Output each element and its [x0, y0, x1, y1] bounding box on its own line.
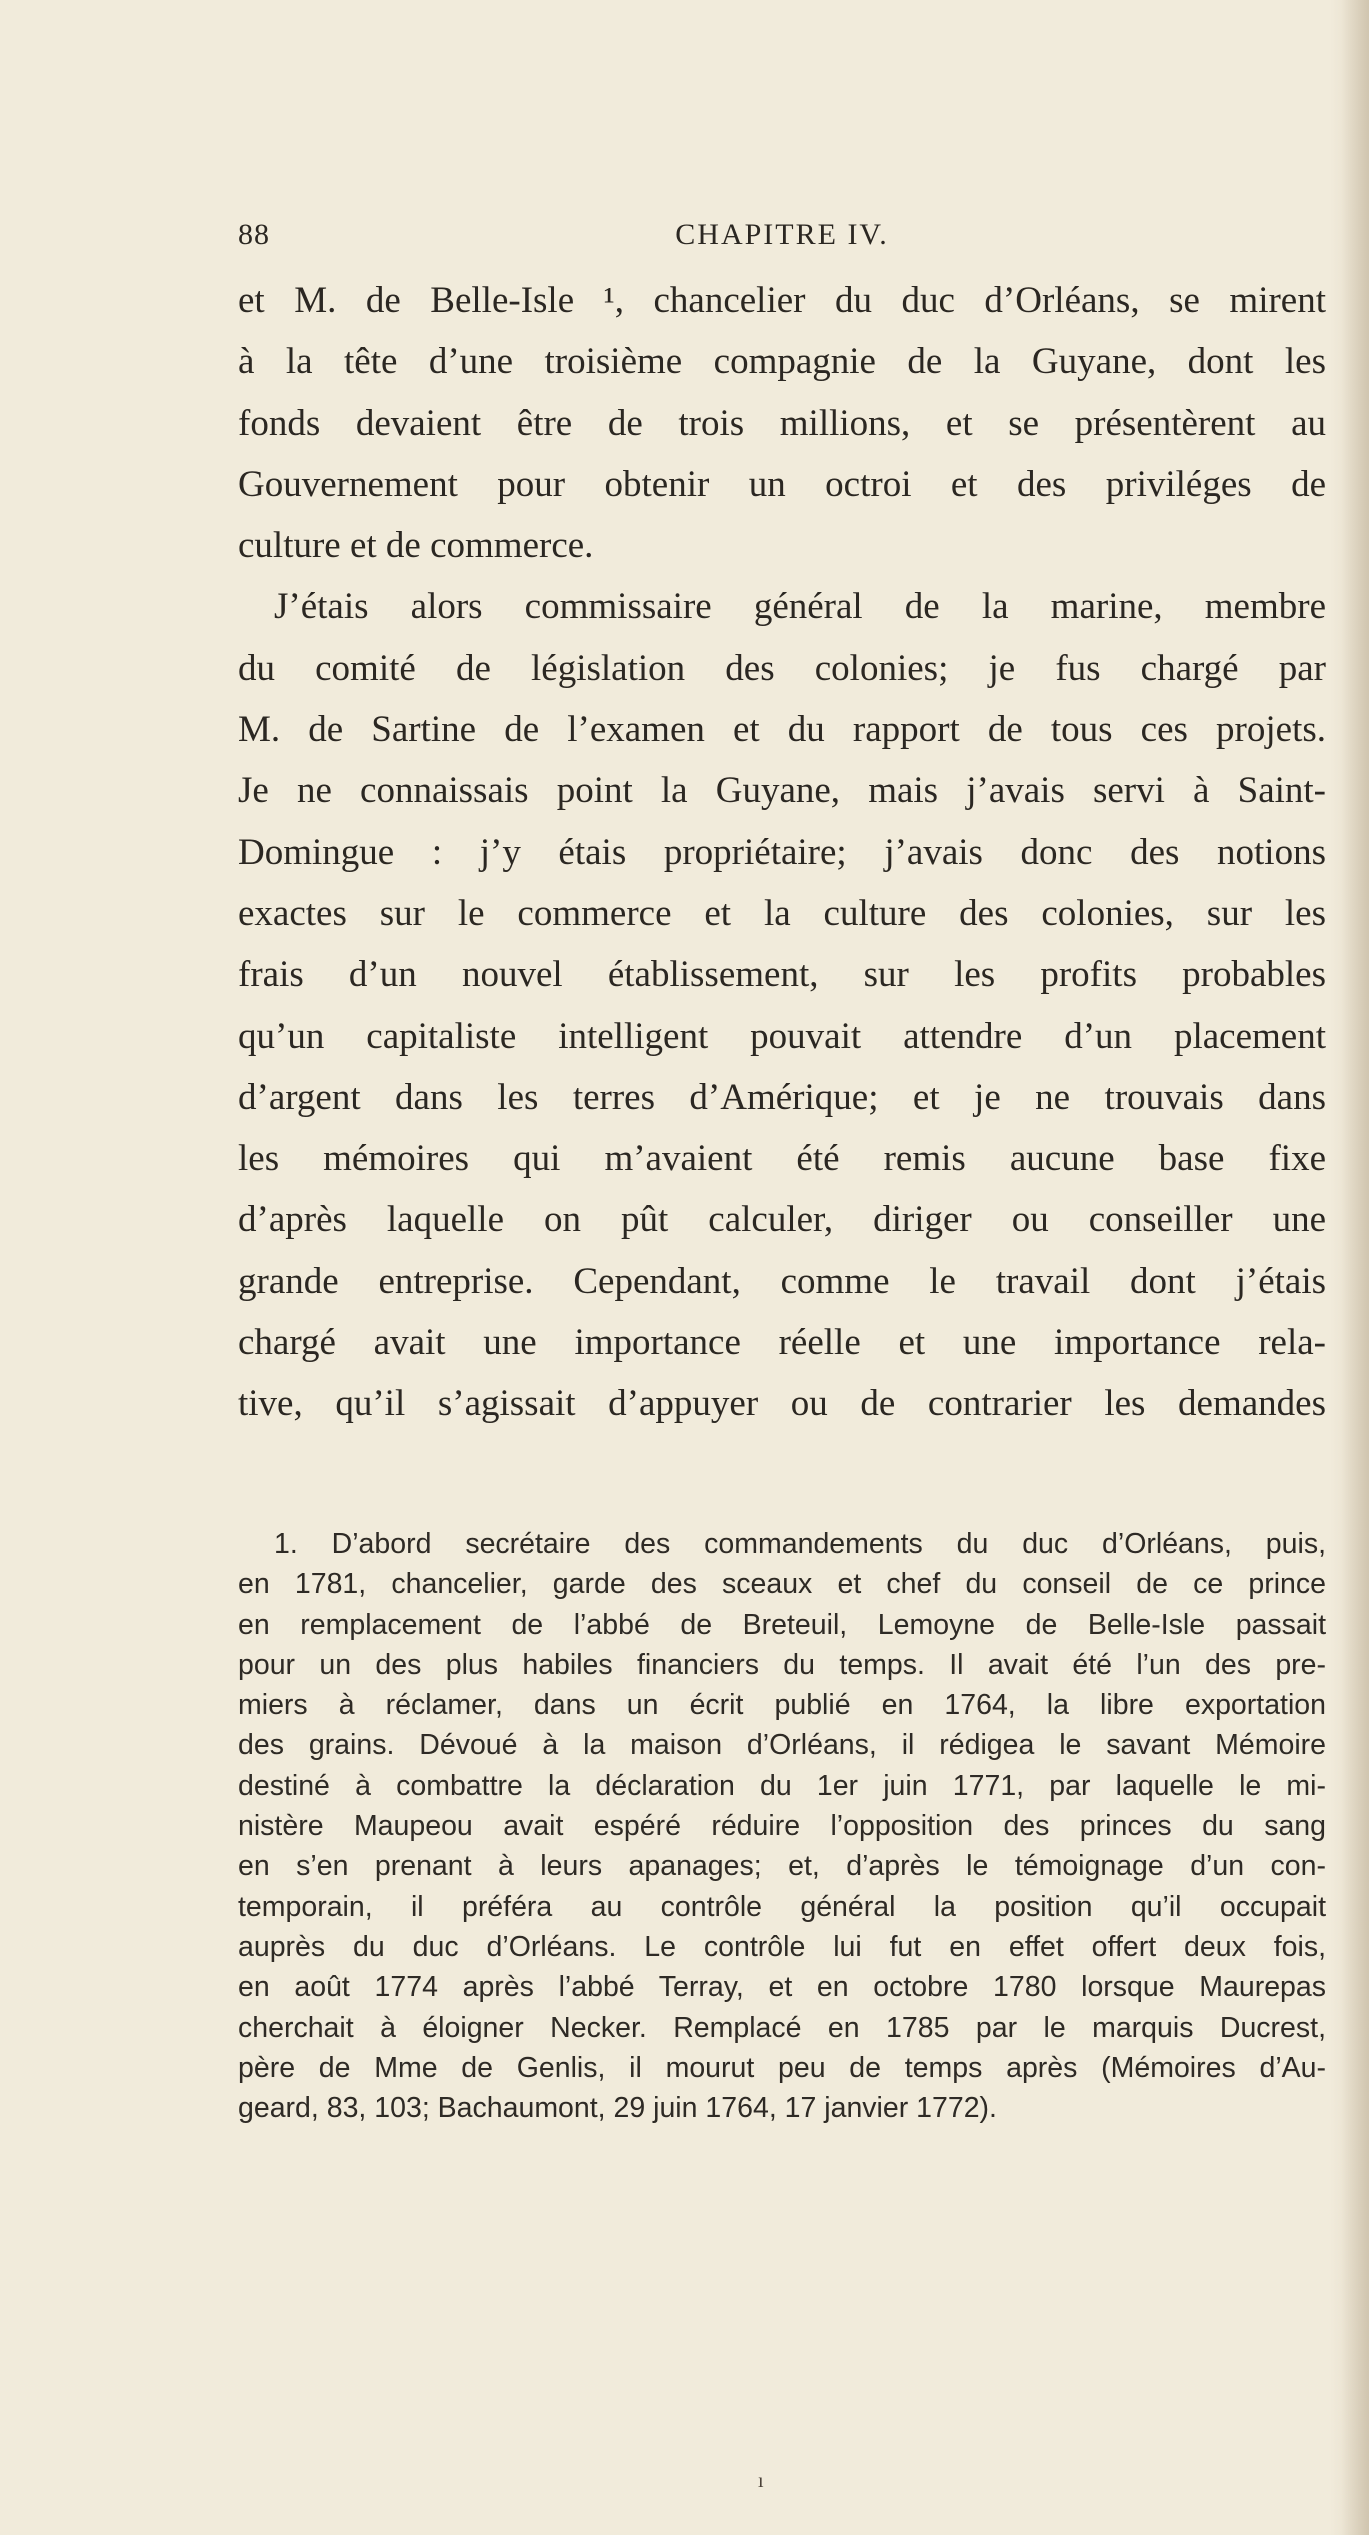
footnote-line: pour un des plus habiles financiers du temps. Il avait été l’un des pre- — [238, 1648, 1326, 1681]
text-line: à la tête d’une troisième compagnie de la Guyane, dont les — [238, 341, 1326, 383]
printer-mark: ı — [758, 2470, 764, 2492]
text-line: d’après laquelle on pût calculer, diriger ou conseiller une — [238, 1199, 1326, 1241]
text-line: qu’un capitaliste intelligent pouvait attendre d’un placement — [238, 1015, 1326, 1057]
text-line: culture et de commerce. — [238, 525, 594, 567]
main-text — [238, 270, 1326, 1435]
text-line: tive, qu’il s’agissait d’appuyer ou de contrarier les demandes — [238, 1383, 1326, 1425]
page-number: 88 — [238, 218, 270, 251]
footnote-line: miers à réclamer, dans un écrit publié en 1764, la libre exportation — [238, 1689, 1326, 1722]
footnote-line: en s’en prenant à leurs apanages; et, d’après le témoignage d’un con- — [238, 1850, 1326, 1883]
text-line: Domingue : j’y étais propriétaire; j’avais donc des notions — [238, 831, 1326, 873]
text-line: exactes sur le commerce et la culture des colonies, sur les — [238, 892, 1326, 934]
text-line: les mémoires qui m’avaient été remis aucune base fixe — [238, 1138, 1326, 1180]
footnote-block — [238, 1524, 1326, 2128]
footnote-line: cherchait à éloigner Necker. Remplacé en 1785 par le marquis Ducrest, — [238, 2011, 1326, 2044]
chapter-title: CHAPITRE IV. — [675, 218, 889, 251]
footnote-line: destiné à combattre la déclaration du 1er juin 1771, par laquelle le mi- — [238, 1769, 1326, 1802]
footnote-line: nistère Maupeou avait espéré réduire l’opposition des princes du sang — [238, 1810, 1326, 1843]
text-line: d’argent dans les terres d’Amérique; et je ne trouvais dans — [238, 1076, 1326, 1118]
text-line: Gouvernement pour obtenir un octroi et des priviléges de — [238, 463, 1326, 505]
text-line: fonds devaient être de trois millions, et se présentèrent au — [238, 402, 1326, 444]
text-line: M. de Sartine de l’examen et du rapport de tous ces projets. — [238, 709, 1326, 751]
footnote-line: père de Mme de Genlis, il mourut peu de temps après (Mémoires d’Au- — [238, 2051, 1326, 2084]
footnote-line: en août 1774 après l’abbé Terray, et en octobre 1780 lorsque Maurepas — [238, 1971, 1326, 2004]
text-line: grande entreprise. Cependant, comme le travail dont j’étais — [238, 1260, 1326, 1302]
running-head — [238, 218, 1326, 258]
page-edge-shadow — [1341, 0, 1369, 2535]
footnote-line: en remplacement de l’abbé de Breteuil, Lemoyne de Belle-Isle passait — [238, 1608, 1326, 1641]
footnote-line: en 1781, chancelier, garde des sceaux et chef du conseil de ce prince — [238, 1568, 1326, 1601]
footnote-line: geard, 83, 103; Bachaumont, 29 juin 1764, 17 janvier 1772). — [238, 2092, 997, 2125]
text-line: frais d’un nouvel établissement, sur les profits probables — [238, 954, 1326, 996]
footnote-line: 1. D’abord secrétaire des commandements du duc d’Orléans, puis, — [274, 1528, 1326, 1560]
text-line: J’étais alors commissaire général de la marine, membre — [274, 586, 1326, 628]
footnote-line: auprès du duc d’Orléans. Le contrôle lui fut en effet offert deux fois, — [238, 1930, 1326, 1963]
footnote-line: temporain, il préféra au contrôle général la position qu’il occupait — [238, 1890, 1326, 1923]
text-line: du comité de législation des colonies; je fus chargé par — [238, 647, 1326, 689]
text-line: Je ne connaissais point la Guyane, mais j’avais servi à Saint- — [238, 770, 1326, 812]
text-line: chargé avait une importance réelle et une importance rela- — [238, 1322, 1326, 1364]
footnote-line: des grains. Dévoué à la maison d’Orléans, il rédigea le savant Mémoire — [238, 1729, 1326, 1762]
text-line: et M. de Belle-Isle ¹, chancelier du duc d’Orléans, se mirent — [238, 280, 1326, 321]
